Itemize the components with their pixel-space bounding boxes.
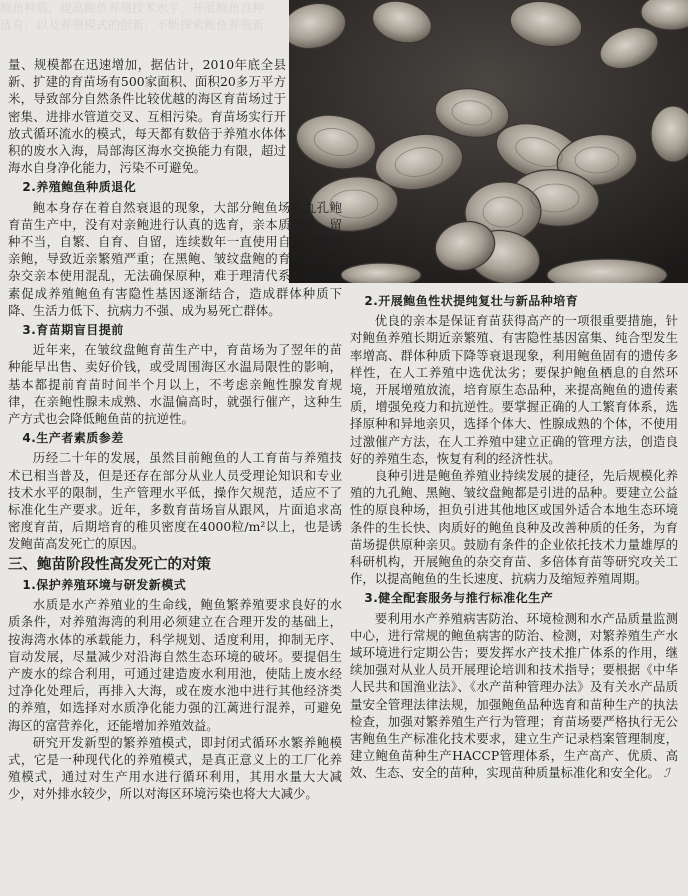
countermeasure-1-paragraph-1: 水质是水产养殖业的生命线，鲍鱼繁养殖要求良好的水质条件，对养殖海湾的利用必须建立在合理开发的基础上，按海湾水体的承载能力，科学规划、适度利用，抑制无序、盲动发展，尽量减少对沿海自然生态环境的破坏。要提倡生产废水的综合利用，可通过建造废水利用池，使陆上废水经过净化处理后，再排入大海，或在废水池中进行其他经济类的养殖，如选择对水质净化能力强的江蓠进行混养，可避免海区的富营养化，还能增加养殖效益。 bbox=[8, 597, 342, 733]
right-column bbox=[350, 290, 678, 782]
countermeasure-3-heading: 3.健全配套服务与推行标准化生产 bbox=[364, 591, 554, 606]
faded-line: 鲍鱼种质，提高鲍鱼养殖技术水平，开展鲍鱼良种 bbox=[0, 1, 265, 15]
countermeasure-1-paragraph-2: 研究开发新型的繁养殖模式，即封闭式循环水繁养鲍模式，它是一种现代化的养殖模式，是真正意义上的工厂化养殖模式，通过对生产用水进行循环利用，其用水量大大减少，对外排水较少，所以对海区环境污染也将大大减少。 bbox=[8, 734, 342, 802]
section-3-heading: 3.育苗期盲目提前 bbox=[22, 323, 124, 338]
abalone-photo-drawing bbox=[289, 0, 688, 283]
intro-paragraph: 量、规模都在迅速增加，据估计，2010年底全县新、扩建的育苗场有500家面积、面积20多万平方米，导致部分自然条件比较优越的海区育苗场过于密集、进排水管道交叉、互相污染。育苗场实行开放式循环流水的模式，每天都有数倍于养殖水体体积的废水入海，局部海区海水交换能力有限，超过海水自身净化能力，污染不可避免。 bbox=[8, 57, 286, 176]
part-3-heading: 三、鲍苗阶段性高发死亡的对策 bbox=[8, 556, 211, 573]
countermeasure-2-paragraph-2: 良种引进是鲍鱼养殖业持续发展的捷径，先后规模化养殖的九孔鲍、黑鲍、皱纹盘鲍都是引进的品种。要建立公益性的原良种场，担负引进其他地区或国外适合本地生态环境条件的生长快、肉质好的鲍鱼良种及改善种质的任务，为育苗场提供原种亲贝。鼓励有条件的企业依托技术力量雄厚的科研机构，开展鲍鱼的杂交育苗、多倍体育苗等研究攻关工作，以提高鲍鱼的生长速度、抗病力及缩短养殖周期。 bbox=[350, 468, 678, 587]
section-2-paragraph: 鲍本身存在着自然衰退的现象，大部分鲍鱼场在九孔鲍育苗生产中，没有对亲鲍进行认真的选育，亲本质量差，留种不当，自繁、自育、自留，连续数年一直使用自家养殖的亲鲍，导致近亲繁殖严重；在黑鲍、皱纹盘鲍的育苗生产中杂交亲本使用混乱，无法确保原种，难于理清代系。这些因素促成养殖鲍鱼有害隐性基因逐渐结合，造成群体种质下降、生活力低下、抗病力不强、成为易死亡群体。 bbox=[8, 199, 342, 318]
section-2-heading: 2.养殖鲍鱼种质退化 bbox=[22, 180, 137, 195]
countermeasure-2-paragraph-1: 优良的亲本是保证育苗获得高产的一项很重要措施，针对鲍鱼养殖长期近亲繁殖、有害隐性基因富集、纯合型发生率增高、群体种质下降等衰退现象，利用鲍鱼固有的遗传多样性，在人工养殖中选优汰劣；要保护鲍鱼栖息的自然环境，开展增殖放流，培育原生态品种，来提高鲍鱼的遗传素质，增强免疫力和抗逆性。要掌握正确的人工繁育体系，选择原种和异地亲贝，选择个体大、性腺成熟的个体，不使用过激催产方法，在人工养殖中建立正确的管理方法，创造良好的养殖生态，恢复有利的经济性状。 bbox=[350, 313, 678, 466]
faded-line: 选育，以及养殖模式的创新，不断探索鲍鱼养殖新 bbox=[0, 18, 265, 32]
end-mark-icon: ℐ bbox=[663, 765, 670, 781]
abalone-photo bbox=[289, 0, 688, 283]
section-4-paragraph: 历经二十年的发展，虽然目前鲍鱼的人工育苗与养殖技术已相当普及，但是还存在部分从业人员受理论知识和专业技术水平的限制，生产管理水平低，操作欠规范，适应不了标准化生产要求。近年，多数育苗场盲从跟风，片面追求高密度育苗，后期培育的稚贝密度在4000粒/m²以上，也是诱发鲍苗高发死亡的原因。 bbox=[8, 450, 342, 552]
countermeasure-3-text: 要利用水产养殖病害防治、环境检测和水产品质量监测中心，进行常规的鲍鱼病害的防治、检测，对繁养殖生产水域环境进行定期公告；要发挥水产技术推广体系的作用，继续加强对从业人员开展理论培训和技术指导；要根据《中华人民共和国渔业法》、《水产苗种管理办法》及有关水产品质量安全管理法律法规，加强鲍鱼品种选育和苗种生产的执法检查，加强对繁养殖生产行为管理；育苗场要严格执行无公害鲍鱼生产标准化技术要求，建立生产记录档案管理制度，建立鲍鱼苗种生产HACCP管理体系，生产高产、优质、高效、生态、安全的苗种，实现苗种质量标准化和安全化。 bbox=[350, 610, 678, 781]
section-3-paragraph: 近年来，在皱纹盘鲍育苗生产中，育苗场为了翌年的苗种能早出售、卖好价钱，或受周围海区水温局限性的影响，基本都提前育苗时间半个月以上，不考虑亲鲍性腺发育规律，在亲鲍性腺未成熟、水温偏高时，就强行催产，这种生产方式也会降低鲍鱼苗的抗逆性。 bbox=[8, 342, 342, 427]
section-4-heading: 4.生产者素质参差 bbox=[22, 431, 124, 446]
countermeasure-2-heading: 2.开展鲍鱼性状提纯复壮与新品种培育 bbox=[364, 294, 579, 308]
countermeasure-1-heading: 1.保护养殖环境与研发新模式 bbox=[22, 577, 187, 592]
faded-top-text bbox=[0, 0, 290, 54]
countermeasure-3-paragraph bbox=[350, 610, 678, 782]
left-column bbox=[8, 56, 342, 803]
